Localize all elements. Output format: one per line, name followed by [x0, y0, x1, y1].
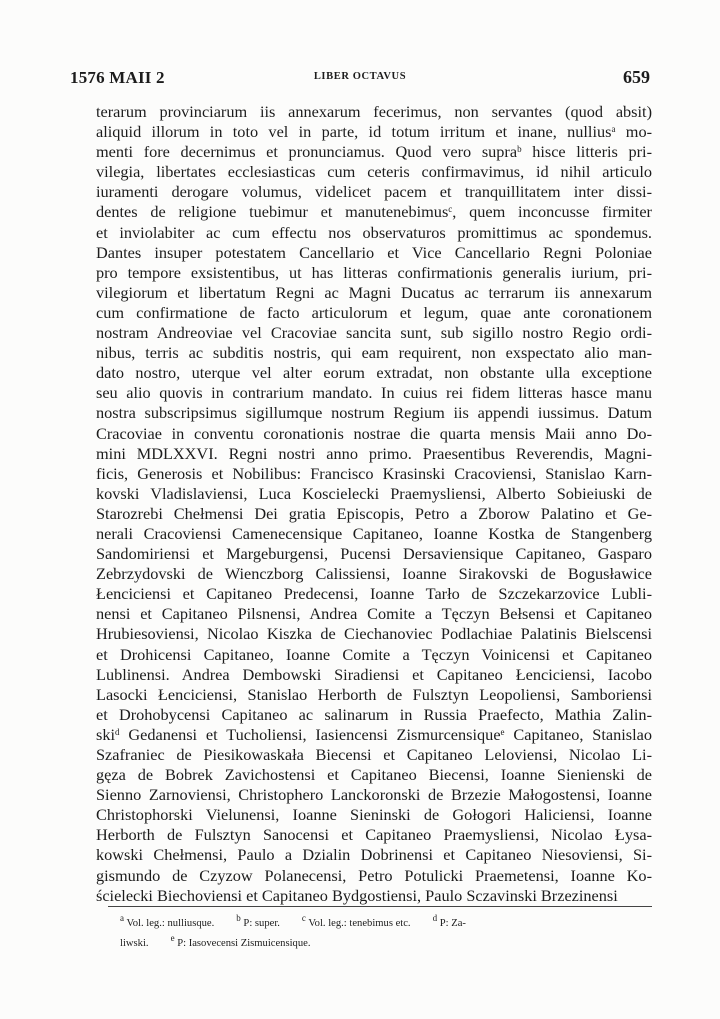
text-line: [96, 484, 652, 504]
text-segment: iuramenti derogare volumus, videlicet pacem et tranquillitatem inter dissi-: [96, 182, 652, 202]
text-line: [96, 444, 652, 464]
text-line: [96, 584, 652, 604]
text-segment: seu alio quovis in contrarium mandato. In cuius rei fidem litteras hasce manu: [96, 383, 652, 403]
text-segment: Lublinensi. Andrea Dembowski Siradiensi et Capitaneo Łenciciensi, Iacobo: [96, 664, 652, 684]
text-segment: nerali Cracoviensi Camenecensique Capitaneo, Ioanne Kostka de Stangenberg: [96, 523, 652, 543]
text-segment: et Drohobycensi Capitaneo ac salinarum in Russia Praefecto, Mathia Zalin-: [96, 704, 652, 724]
text-line: [96, 544, 652, 564]
footnote-d-continuation: liwski.: [120, 938, 149, 949]
text-line: [96, 303, 652, 323]
main-text-block: [96, 102, 652, 906]
footnote-reference: b: [517, 144, 522, 155]
text-segment: cum confirmatione de facto articulorum et legum, quae ante coronationem: [96, 302, 652, 322]
text-segment: vilegia, libertates ecclesiasticas cum ceteris confirmavimus, id nihil articulo: [96, 162, 652, 182]
text-line: [96, 182, 652, 202]
text-line: [96, 564, 652, 584]
text-segment: Zebrzydovski de Wienczborg Calissiensi, Ioanne Sirakovski de Bogusławice: [96, 564, 652, 584]
text-segment: kovski Vladislaviensi, Luca Koscielecki Praemysliensi, Alberto Sobieiuski de: [96, 483, 652, 503]
text-segment: pro tempore exsistentibus, ut has litteras confirmationis generalis iurium, pri-: [96, 262, 652, 282]
footnote-marker: e: [170, 933, 175, 943]
text-segment: Capitaneo, Stanislao: [504, 724, 652, 744]
text-line: [96, 685, 652, 705]
text-line: [96, 504, 652, 524]
page-number: 659: [623, 67, 650, 87]
text-line: [96, 403, 652, 423]
text-segment: Herborth de Fulsztyn Sanocensi et Capitaneo Praemysliensi, Nicolao Łysa-: [96, 825, 652, 845]
text-line: [96, 805, 652, 825]
text-segment: Dantes insuper potestatem Cancellario et Vice Cancellario Regni Poloniae: [96, 242, 652, 262]
text-segment: dato nostro, uterque vel alter eorum extradat, non obstante ulla exceptione: [96, 363, 652, 383]
text-segment: gismundo de Czyzow Polanecensi, Petro Potulicki Praemetensi, Ioanne Ko-: [96, 865, 652, 885]
text-line: [96, 604, 652, 624]
text-line: [96, 343, 652, 363]
text-line: [96, 162, 652, 182]
header-book-title: LIBER OCTAVUS: [313, 71, 407, 82]
text-segment: menti fore decernimus et pronunciamus. Quod vero supra: [96, 142, 518, 162]
text-segment: gęza de Bobrek Zavichostensi et Capitaneo Biecensi, Ioanne Sienienski de: [96, 765, 652, 785]
text-segment: Starozrebi Chełmensi Dei gratia Episcopis, Petro a Zborow Palatino et Ge-: [96, 503, 652, 523]
text-line: [96, 866, 652, 886]
footnote-marker: a: [120, 913, 124, 923]
text-segment: Gedanensi et Tucholiensi, Iasiencensi Zismurcensique: [119, 724, 501, 744]
text-line: [96, 845, 652, 865]
text-segment: Szafraniec de Piesikowaskała Biecensi et Capitaneo Leloviensi, Nicolao Li-: [96, 745, 652, 764]
footnote-marker: d: [432, 913, 438, 923]
text-segment: ficis, Generosis et Nobilibus: Francisco Krasinski Cracoviensi, Stanislao Karn-: [96, 463, 652, 483]
text-segment: et inviolabiter ac cum effectu nos observaturos promittimus ac spondemus.: [96, 222, 652, 242]
text-line: [96, 142, 652, 162]
text-segment: Sandomiriensi et Margeburgensi, Pucensi Dersaviensique Capitaneo, Gasparo: [96, 544, 652, 564]
text-segment: Hrubiesoviensi, Nicolao Kiszka de Ciechanoviec Podlachiae Palatinis Bielscensi: [96, 624, 652, 644]
footnote-marker: c: [301, 913, 306, 923]
text-line: [96, 725, 652, 745]
text-line: [96, 524, 652, 544]
text-line: [96, 122, 652, 142]
text-segment: Sienno Zarnoviensi, Christophero Lanckoronski de Brzezie Małogostensi, Ioanne: [96, 785, 652, 805]
text-segment: kowski Chełmensi, Paulo a Dzialin Dobrinensi et Capitaneo Niesoviensi, Si-: [96, 845, 652, 865]
text-line: [96, 464, 652, 484]
footnote-reference: a: [611, 124, 616, 135]
text-segment: nensi et Capitaneo Pilsnensi, Andrea Comite a Tęczyn Bełsensi et Capitaneo: [96, 604, 652, 624]
text-line: [96, 383, 652, 403]
text-line: [96, 323, 652, 343]
text-segment: terarum provinciarum iis annexarum fecerimus, non servantes (quod absit): [96, 102, 652, 121]
text-segment: , quem inconcusse firmiter: [452, 202, 652, 222]
text-line: [96, 745, 652, 765]
footnote-d-text: P: Za-: [439, 918, 466, 929]
text-line: [96, 645, 652, 665]
text-segment: mo-: [615, 122, 653, 142]
text-segment: Cracoviae in conventu coronationis nostrae die quarta mensis Maii anno Do-: [96, 423, 652, 443]
text-segment: mini MDLXXVI. Regni nostri anno primo. Praesentibus Reverendis, Magni-: [96, 443, 652, 463]
text-line: [96, 263, 652, 283]
text-segment: dentes de religione tuebimur et manutenebimus: [96, 202, 449, 222]
text-segment: Łenciciensi et Capitaneo Predecensi, Ioanne Tarło de Szczekarzovice Lubli-: [96, 584, 652, 604]
footnote-e-text: P: Iasovecensi Zismuicensique.: [177, 938, 311, 949]
header-date: 1576 MAII 2: [70, 68, 165, 87]
text-line: [96, 825, 652, 845]
footnote-marker: b: [236, 913, 241, 923]
footnote-line: [120, 914, 652, 934]
text-line: [96, 363, 652, 383]
footnote-reference: d: [115, 726, 120, 737]
text-segment: aliquid illorum in toto vel in parte, id totum irritum et inane, nullius: [96, 122, 612, 142]
text-line: [96, 202, 652, 222]
running-header: [70, 66, 650, 94]
footnote-reference: c: [448, 204, 453, 215]
text-line: [96, 765, 652, 785]
text-segment: et Drohicensi Capitaneo, Ioanne Comite a Tęczyn Voinicensi et Capitaneo: [96, 644, 652, 664]
text-line: [96, 424, 652, 444]
footnote-a-text: Vol. leg.: nulliusque.: [126, 918, 215, 929]
footnote-b-text: P: super.: [243, 918, 280, 929]
text-line: [96, 283, 652, 303]
text-segment: Christophorski Vielunensi, Ioanne Sieninski de Gołogori Haliciensi, Ioanne: [96, 805, 652, 825]
text-segment: nibus, terris ac subditis nostris, qui eam requirent, non exspectato alio man-: [96, 343, 652, 363]
footnote-rule: [108, 906, 652, 907]
text-segment: nostra subscripsimus sigillumque nostrum Regium iis appendi iussimus. Datum: [96, 403, 652, 423]
text-line: [96, 624, 652, 644]
text-line: [96, 705, 652, 725]
footnote-line: [120, 934, 652, 954]
text-line: [96, 886, 652, 906]
text-segment: Lasocki Łenciciensi, Stanislao Herborth de Fulsztyn Leopoliensi, Samboriensi: [96, 684, 652, 704]
text-line: [96, 665, 652, 685]
text-segment: hisce litteris pri-: [521, 142, 653, 162]
text-line: [96, 223, 652, 243]
footnotes-block: [120, 914, 652, 954]
footnote-reference: e: [500, 726, 505, 737]
text-segment: ski: [96, 724, 116, 744]
text-segment: nostram Andreoviae vel Cracoviae sancita sunt, sub sigillo nostro Regio ordi-: [96, 323, 652, 343]
text-line: [96, 243, 652, 263]
text-segment: vilegiorum et libertatum Regni ac Magni Ducatus ac terrarum iis annexarum: [96, 282, 652, 302]
text-segment: ścielecki Biechoviensi et Capitaneo Bydgostiensi, Paulo Sczavinski Brzezinensi: [96, 885, 618, 905]
footnote-c-text: Vol. leg.: tenebimus etc.: [308, 918, 411, 929]
text-line: [96, 785, 652, 805]
text-line: [96, 102, 652, 122]
